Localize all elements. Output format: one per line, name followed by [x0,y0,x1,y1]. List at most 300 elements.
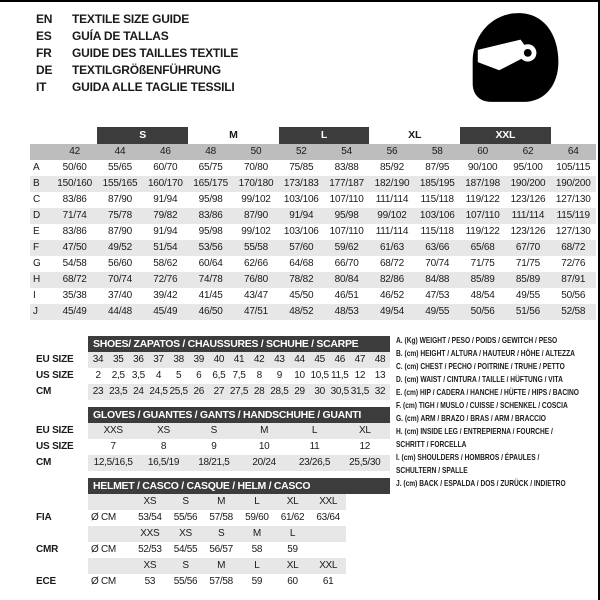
glove-size-cell: 9 [211,441,217,452]
size-cell: 68/72 [379,258,404,269]
glove-size-cell: 25,5/30 [349,457,381,468]
helmet-size-cell: 55/56 [173,512,198,523]
language-title: GUÍA DE TALLAS [72,29,169,43]
helmet-size-cell: 61 [322,576,334,587]
size-cell: 111/114 [375,226,409,237]
size-cell: 190/200 [510,178,546,189]
size-cell: 83/88 [334,162,359,173]
helmet-size-header: XS [143,560,157,571]
shoe-size-cell: 30 [314,386,325,397]
size-cell: 66/70 [334,258,359,269]
shoe-size-cell: 30,5 [330,386,349,397]
size-cell: 65/68 [470,242,495,253]
size-cell: 35/38 [62,290,87,301]
band-spacer [52,127,97,144]
language-title: GUIDA ALLE TAGLIE TESSILI [72,80,235,94]
size-cell: 74/78 [198,274,223,285]
size-row [30,208,596,224]
size-cell: 119/122 [465,194,500,205]
legend-line: D. (cm) WAIST / CINTURA / TAILLE / HÜFTUNG / VITA [396,374,563,384]
size-cell: 47/53 [425,290,450,301]
shoe-size-cell: 32 [374,386,386,397]
helmet-size-header: S [217,528,225,539]
size-cell: 56/60 [107,258,132,269]
size-cell: 103/106 [283,194,319,205]
glove-size-cell: 7 [110,441,116,452]
size-cell: 71/74 [62,210,87,221]
language-code: IT [36,80,47,94]
size-column-header: 60 [477,146,488,157]
size-cell: 48/54 [470,290,495,301]
legend-line: SCHULTERN / SPALLE [396,465,468,475]
helmet-size-header: L [254,560,260,571]
legend-line: E. (cm) HIP / CADERA / HANCHE / HÜFTE / HIPS / BACINO [396,387,579,397]
size-cell: 155/165 [102,178,138,189]
size-cell: 55/58 [243,242,268,253]
shoe-size-cell: 6 [196,370,202,381]
helmet-size-header [310,526,346,542]
size-cell: 115/118 [420,194,454,205]
size-cell: 90/100 [467,162,498,173]
shoe-size-cell: 43 [274,354,285,365]
shoe-size-cell: 27,5 [229,386,249,397]
size-cell: 173/183 [283,178,319,189]
size-cell: 45/49 [153,306,178,317]
shoe-size-cell: 10 [294,370,305,381]
diameter-spacer [88,526,132,542]
size-cell: 68/72 [561,242,586,253]
glove-size-cell: M [260,425,269,436]
size-cell: 84/88 [425,274,450,285]
size-cell: 85/92 [379,162,404,173]
shoe-size-cell: 13 [374,370,386,381]
size-cell: 95/98 [198,226,223,237]
size-row [30,240,596,256]
helmet-size-header: XL [286,496,299,507]
shoe-size-cell: 23,5 [109,386,128,397]
helmet-icon [462,6,567,108]
shoes-row-label: CM [36,386,52,397]
helmet-size-header: XXS [140,528,160,539]
diameter-label: Ø CM [91,544,116,555]
shoe-size-cell: 47 [354,354,366,365]
glove-size-cell: 12 [359,441,371,452]
shoe-size-cell: 28,5 [270,386,289,397]
shoe-size-cell: 2,5 [111,370,125,381]
shoe-size-cell: 42 [253,354,265,365]
size-cell: 87/95 [425,162,450,173]
gloves-row-label: EU SIZE [36,425,74,436]
gloves-rows [88,423,390,471]
helmet-size-cell: 59/60 [245,512,269,523]
shoe-size-cell: 12 [354,370,366,381]
size-cell: 107/110 [329,226,364,237]
size-cell: 107/110 [329,194,364,205]
size-cell: 41/45 [198,290,223,301]
size-cell: 115/118 [420,226,454,237]
size-cell: 83/86 [62,194,87,205]
shoes-row-label: US SIZE [36,370,74,381]
legend-line: SCHRITT / FORCELLA [396,439,467,449]
helmet-size-row [88,526,346,542]
size-cell: 105/115 [556,162,591,173]
measurement-key: F [33,242,39,253]
language-code: EN [36,12,53,26]
size-cell: 107/110 [465,210,500,221]
language-code: DE [36,63,53,77]
helmet-size-cell: 53 [144,576,156,587]
gloves-row [88,455,390,471]
size-cell: 50/56 [561,290,586,301]
size-row [30,176,596,192]
shoe-size-cell: 48 [374,354,386,365]
glove-size-cell: L [311,425,318,436]
size-cell: 111/114 [511,210,545,221]
helmet-size-cell: 60 [287,576,298,587]
helmet-size-header: XL [286,560,299,571]
size-column-header: 44 [114,146,126,157]
language-title: GUIDE DES TAILLES TEXTILE [72,46,239,60]
diameter-label: Ø CM [91,512,116,523]
size-cell: 45/50 [289,290,314,301]
size-row [30,256,596,272]
size-cell: 48/52 [289,306,314,317]
shoes-table-title: SHOES/ ZAPATOS / CHAUSSURES / SCHUHE / SCARPE [88,336,390,352]
measurement-key: J [33,306,38,317]
size-cell: 70/80 [243,162,268,173]
size-cell: 67/70 [515,242,540,253]
glove-size-cell: 18/21,5 [198,457,230,468]
size-cell: 185/195 [419,178,455,189]
size-cell: 55/65 [107,162,132,173]
helmet-standard-label: FIA [36,512,52,523]
shoe-size-cell: 38 [173,354,184,365]
size-cell: 49/52 [107,242,132,253]
language-title: TEXTILGRÖßENFÜHRUNG [72,63,221,77]
size-cell: 54/58 [62,258,87,269]
helmet-value-row [88,542,346,558]
language-code: FR [36,46,52,60]
glove-size-cell: 8 [160,441,167,452]
helmet-size-cell: 56/57 [209,544,233,555]
shoe-size-cell: 34 [92,354,104,365]
size-cell: 127/130 [555,194,591,205]
size-column-header: 64 [567,146,579,157]
legend-line: F. (cm) TIGH / MUSLO / CUISSE / SCHENKEL / COSCIA [396,400,568,410]
size-row [30,272,596,288]
size-cell: 51/56 [515,306,540,317]
shoe-size-cell: 11,5 [330,370,349,381]
legend-line: A. (Kg) WEIGHT / PESO / POIDS / GEWITCH / PESO [396,335,558,345]
size-cell: 46/52 [379,290,404,301]
size-cell: 47/50 [62,242,87,253]
size-cell: 49/55 [425,306,450,317]
legend-line: B. (cm) HEIGHT / ALTURA / HAUTEUR / HÖHE / ALTEZZA [396,348,575,358]
measurement-key: C [33,194,41,205]
size-cell: 82/86 [379,274,404,285]
size-cell: 99/102 [241,226,271,237]
shoe-size-cell: 24,5 [149,386,168,397]
helmet-table [88,478,390,590]
size-cell: 85/89 [470,274,495,285]
gloves-row [88,439,390,455]
shoes-table [88,336,390,400]
glove-size-cell: XS [157,425,170,436]
language-title: TEXTILE SIZE GUIDE [72,12,190,26]
size-row [30,160,596,176]
size-cell: 70/74 [107,274,132,285]
shoe-size-cell: 35 [112,354,124,365]
size-cell: 87/90 [107,226,132,237]
size-cell: 76/80 [243,274,268,285]
helmet-size-header: L [254,496,260,507]
size-cell: 64/68 [289,258,314,269]
shoe-size-cell: 10,5 [310,370,329,381]
size-column-header: 46 [159,146,171,157]
language-row [36,28,238,45]
size-cell: 57/60 [289,242,314,253]
helmet-size-header: M [217,560,226,571]
size-column-header: 56 [386,146,398,157]
size-cell: 87/90 [243,210,268,221]
size-cell: 123/126 [510,194,546,205]
size-cell: 53/56 [198,242,223,253]
shoe-size-cell: 26 [193,386,205,397]
size-cell: 170/180 [238,178,274,189]
shoe-size-cell: 41 [233,354,245,365]
measurement-key: D [33,210,41,221]
helmet-size-cell [310,542,346,558]
legend-line: H. (cm) INSIDE LEG / ENTREPIERNA / FOURCHE / [396,426,553,436]
size-band-s: S [97,127,188,144]
shoe-size-cell: 37 [153,354,164,365]
size-cell: 49/55 [515,290,540,301]
glove-size-cell: 20/24 [252,457,276,468]
helmet-size-header: S [182,560,189,571]
size-column-header: 58 [431,146,443,157]
size-cell: 87/91 [561,274,586,285]
helmet-size-cell: 59 [287,544,298,555]
size-cell: 75/85 [289,162,314,173]
size-cell: 111/114 [375,194,409,205]
gloves-row-label: US SIZE [36,441,74,452]
shoe-size-cell: 4 [155,370,162,381]
shoe-size-cell: 25,5 [169,386,188,397]
shoe-size-cell: 28 [253,386,265,397]
shoes-row [88,352,390,368]
helmet-size-header: XS [179,528,192,539]
shoe-size-cell: 6,5 [212,370,226,381]
helmet-size-cell: 52/53 [138,544,162,555]
diameter-spacer [88,494,132,510]
helmet-size-cell: 59 [251,576,263,587]
helmet-size-header: S [182,496,189,507]
helmet-size-cell: 57/58 [209,512,233,523]
size-cell: 39/42 [153,290,178,301]
size-cell: 95/100 [513,162,543,173]
corner-spacer [30,144,52,160]
shoe-size-cell: 40 [213,354,225,365]
size-cell: 52/58 [561,306,586,317]
corner-spacer [30,127,52,144]
helmet-size-header: L [289,528,296,539]
legend-line: C. (cm) CHEST / PECHO / POITRINE / TRUHE / PETTO [396,361,565,371]
shoe-size-cell: 29 [294,386,305,397]
shoe-size-cell: 9 [276,370,282,381]
size-cell: 75/78 [107,210,132,221]
language-row [36,79,238,96]
size-cell: 65/75 [198,162,223,173]
helmet-value-row [88,574,346,590]
size-cell: 85/89 [515,274,540,285]
measurement-key: H [33,274,41,285]
helmet-size-cell: 53/54 [138,512,162,523]
size-cell: 45/49 [62,306,87,317]
helmet-value-row [88,510,346,526]
helmet-size-header: M [252,528,261,539]
size-cell: 83/86 [198,210,223,221]
glove-size-cell: 11 [309,441,320,452]
shoe-size-cell: 31,5 [350,386,370,397]
shoes-row-label: EU SIZE [36,354,74,365]
helmet-size-header: M [217,496,226,507]
size-row [30,288,596,304]
size-band-l: L [279,127,370,144]
measurement-key: E [33,226,40,237]
language-code: ES [36,29,52,43]
size-cell: 115/119 [556,210,590,221]
language-row [36,62,238,79]
legend-line: I. (cm) SHOULDERS / HOMBROS / ÉPAULES / [396,452,540,462]
diameter-label: Ø CM [91,576,116,587]
shoe-size-cell: 2 [95,370,101,381]
size-column-header: 54 [341,146,352,157]
shoe-size-cell: 46 [334,354,346,365]
size-cell: 47/51 [243,306,268,317]
band-spacer [551,127,596,144]
size-column-header: 42 [69,146,81,157]
size-row [30,224,596,240]
measurement-key: G [33,258,41,269]
language-row [36,45,238,62]
helmet-size-cell: 63/64 [316,512,340,523]
helmet-table-title: HELMET / CASCO / CASQUE / HELM / CASCO [88,478,390,494]
size-cell: 91/94 [289,210,314,221]
measurement-legend [396,334,600,490]
size-cell: 119/122 [465,226,500,237]
glove-size-cell: 16,5/19 [147,457,180,468]
size-cell: 87/90 [107,194,132,205]
size-cell: 72/76 [561,258,586,269]
shoes-rows [88,352,390,400]
size-cell: 79/82 [153,210,178,221]
shoe-size-cell: 8 [256,370,262,381]
helmet-standard-label: ECE [36,576,56,587]
language-row [36,11,238,28]
size-cell: 70/74 [425,258,450,269]
size-cell: 63/66 [425,242,450,253]
size-cell: 60/64 [198,258,223,269]
size-cell: 83/86 [62,226,87,237]
helmet-size-cell: 61/62 [280,512,305,523]
helmet-size-row [88,494,346,510]
size-cell: 59/62 [334,242,359,253]
shoe-size-cell: 44 [294,354,305,365]
size-column-header: 48 [205,146,217,157]
size-cell: 99/102 [241,194,271,205]
size-cell: 187/198 [465,178,500,189]
gloves-row-label: CM [36,457,52,468]
size-cell: 71/75 [515,258,540,269]
size-column-header-row [30,144,596,160]
size-cell: 95/98 [334,210,359,221]
size-cell: 160/170 [147,178,183,189]
size-cell: 103/106 [419,210,455,221]
helmet-size-cell: 58 [251,544,263,555]
shoe-size-cell: 45 [314,354,325,365]
diameter-spacer [88,558,132,574]
gloves-table [88,407,390,471]
legend-line: G. (cm) ARM / BRAZO / BRAS / ARM / BRACCIO [396,413,546,423]
size-cell: 123/126 [510,226,546,237]
size-cell: 177/187 [329,178,364,189]
size-column-header: 62 [522,146,534,157]
textile-size-table [30,127,596,320]
size-cell: 78/82 [289,274,314,285]
shoes-row [88,368,390,384]
measurement-key: A [33,162,40,173]
size-cell: 72/76 [153,274,178,285]
size-cell: 48/53 [334,306,359,317]
helmet-rows [88,494,346,590]
shoe-size-cell: 7,5 [232,370,246,381]
glove-size-cell: 10 [258,441,270,452]
measurement-key: B [33,178,40,189]
gloves-row [88,423,390,439]
size-cell: 50/56 [470,306,495,317]
shoe-size-cell: 24 [133,386,144,397]
language-list [36,11,238,96]
helmet-size-header: XS [143,496,157,507]
shoe-size-cell: 5 [176,370,182,381]
size-cell: 49/54 [379,306,404,317]
shoe-size-cell: 27 [213,386,225,397]
glove-size-cell: XL [358,425,371,436]
size-column-header: 52 [295,146,307,157]
size-cell: 182/190 [374,178,410,189]
size-band-xl: XL [408,129,422,141]
helmet-size-cell: 57/58 [209,576,233,587]
size-cell: 50/60 [62,162,87,173]
shoe-size-cell: 39 [193,354,205,365]
size-cell: 46/50 [198,306,223,317]
size-cell: 43/47 [243,290,268,301]
glove-size-cell: S [210,425,217,436]
size-row [30,192,596,208]
size-band-xxl: XXL [460,127,551,144]
shoes-row [88,384,390,400]
size-cell: 61/63 [379,242,404,253]
size-cell: 37/40 [107,290,132,301]
helmet-standard-label: CMR [36,544,59,555]
size-column-header: 50 [250,146,262,157]
measurement-key: I [33,290,36,301]
size-band-m: M [229,129,238,141]
size-cell: 127/130 [555,226,591,237]
size-cell: 51/54 [153,242,178,253]
helmet-size-cell: 54/55 [173,544,198,555]
size-cell: 71/75 [470,258,495,269]
